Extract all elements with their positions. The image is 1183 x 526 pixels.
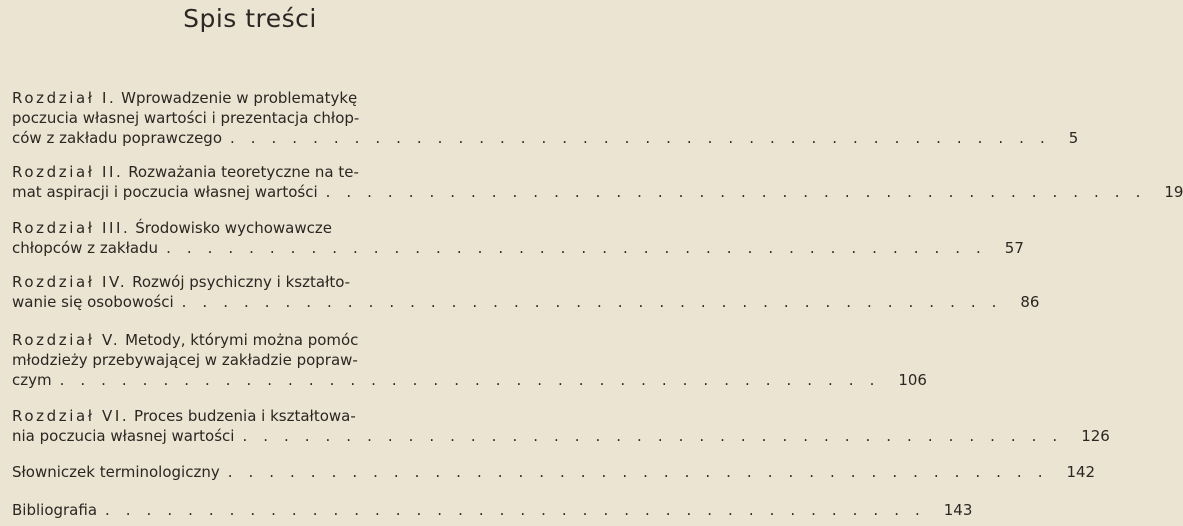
toc-last-line [12, 370, 927, 390]
chapter-prefix: Rozdział III. [12, 219, 131, 237]
chapter-prefix: Rozdział I. [12, 89, 117, 107]
toc-line [12, 88, 490, 108]
toc-entry-chapter-1[interactable] [12, 88, 1079, 148]
toc-entry-chapter-3[interactable] [12, 218, 1024, 258]
page-number: 126 [1081, 427, 1110, 445]
toc-line [12, 218, 490, 238]
page-number: 106 [898, 371, 927, 389]
toc-entry-chapter-6[interactable] [12, 406, 1110, 446]
chapter-prefix: Rozdział VI. [12, 407, 130, 425]
chapter-prefix: Rozdział IV. [12, 273, 128, 291]
toc-last-line [12, 462, 1096, 482]
page-number: 57 [1004, 239, 1024, 257]
toc-line [12, 272, 490, 292]
chapter-title-part: Rozważania teoretyczne na te- [128, 163, 359, 181]
chapter-title-part: mat aspiracji i poczucia własnej wartości [12, 183, 318, 201]
dot-leader: ........................................ [230, 129, 1061, 147]
toc-entry-chapter-5[interactable] [12, 330, 927, 390]
chapter-prefix: Rozdział V. [12, 331, 121, 349]
chapter-title-part: Metody, którymi można pomóc [125, 331, 359, 349]
dot-leader: ........................................ [325, 183, 1157, 201]
page-title: Spis treści [183, 4, 317, 33]
dot-leader: ........................................ [181, 293, 1013, 311]
dot-leader: ........................................ [242, 427, 1074, 445]
entry-title: Bibliografia [12, 501, 98, 519]
chapter-title-part: Wprowadzenie w problematykę [121, 89, 358, 107]
toc-line [12, 406, 490, 426]
toc-last-line [12, 128, 1079, 148]
toc-entry-chapter-2[interactable] [12, 162, 1183, 202]
dot-leader: ........................................ [105, 501, 936, 519]
dot-leader: ........................................ [166, 239, 997, 257]
chapter-title-part: chłopców z zakładu [12, 239, 159, 257]
chapter-title-part: Rozwój psychiczny i kształto- [132, 273, 351, 291]
page-number: 19 [1164, 183, 1183, 201]
toc-entry-glossary[interactable] [12, 462, 1096, 482]
toc-line: młodzieży przebywającej w zakładzie popraw- [12, 351, 358, 369]
toc-line [12, 330, 490, 350]
dot-leader: ........................................ [59, 371, 891, 389]
page-number: 142 [1066, 463, 1096, 481]
toc-last-line [12, 426, 1110, 446]
dot-leader: ........................................ [227, 463, 1059, 481]
page-number: 143 [943, 501, 973, 519]
chapter-title-part: wanie się osobowości [12, 293, 174, 311]
toc-last-line [12, 182, 1183, 202]
chapter-prefix: Rozdział II. [12, 163, 124, 181]
chapter-title-part: ców z zakładu poprawczego [12, 129, 222, 147]
toc-last-line [12, 292, 1040, 312]
chapter-title-part: Środowisko wychowawcze [135, 219, 332, 237]
toc-last-line [12, 500, 973, 520]
entry-title: Słowniczek terminologiczny [12, 463, 220, 481]
chapter-title-part: nia poczucia własnej wartości [12, 427, 235, 445]
page-number: 5 [1068, 129, 1079, 147]
toc-last-line [12, 238, 1024, 258]
chapter-title-part: Proces budzenia i kształtowa- [134, 407, 356, 425]
page-number: 86 [1020, 293, 1040, 311]
toc-line: poczucia własnej wartości i prezentacja chłop- [12, 109, 360, 127]
toc-entry-chapter-4[interactable] [12, 272, 1040, 312]
toc-line [12, 162, 490, 182]
toc-entry-bibliography[interactable] [12, 500, 973, 520]
chapter-title-part: czym [12, 371, 52, 389]
